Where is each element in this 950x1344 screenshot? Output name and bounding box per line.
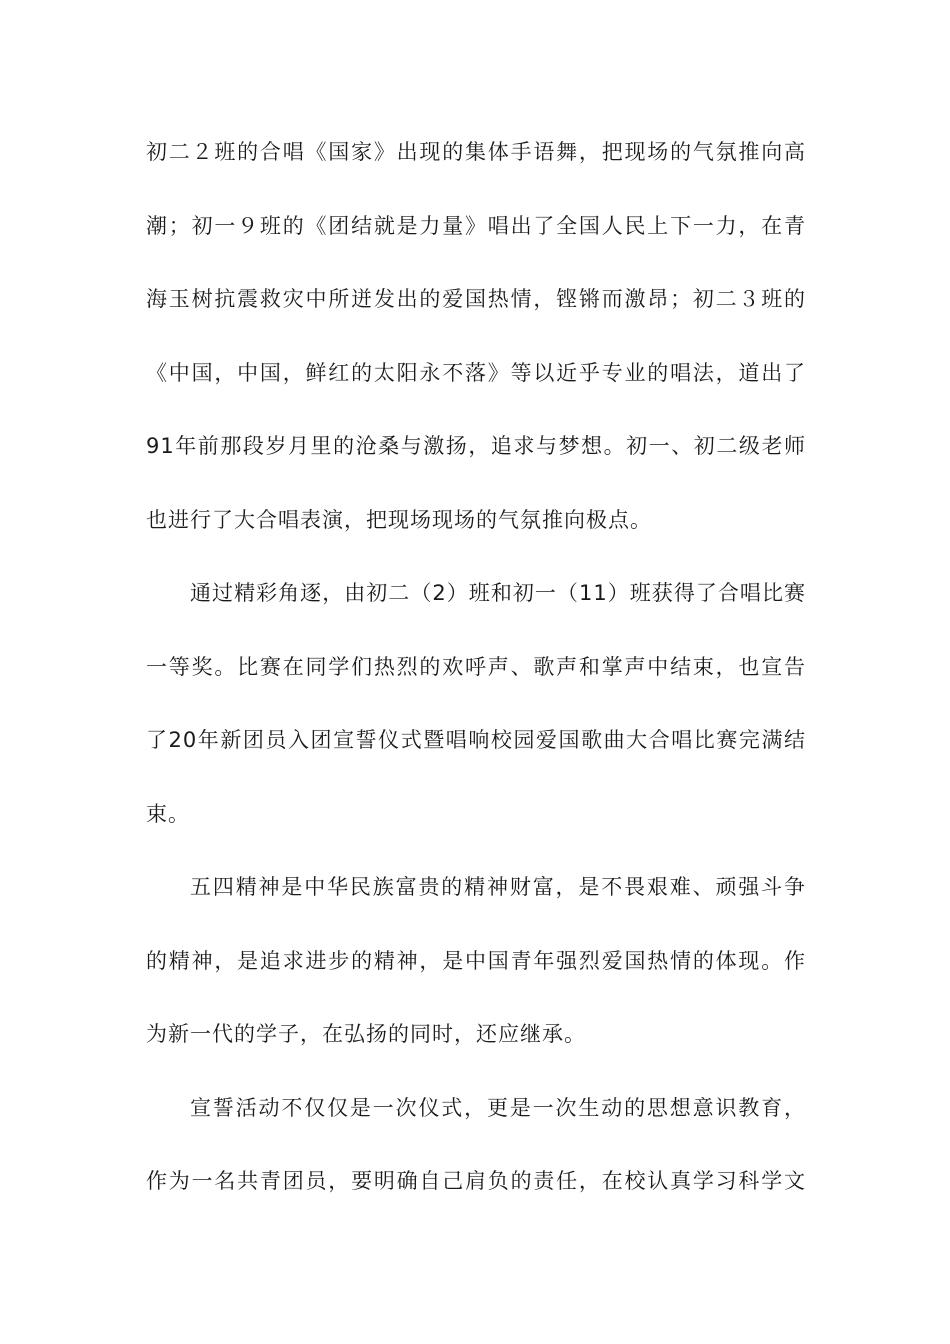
text-line: 通过精彩角逐，由初二（2）班和初一（11）班获得了合唱比赛 <box>190 581 806 605</box>
paragraph <box>146 130 806 571</box>
document-body <box>146 130 806 1233</box>
text-line: 作为一名共青团员，要明确自己肩负的责任，在校认真学习科学文 <box>146 1169 806 1193</box>
text-line: 为新一代的学子，在弘扬的同时，还应继承。 <box>146 1022 586 1046</box>
text-line: 潮；初一９班的《团结就是力量》唱出了全国人民上下一力，在青 <box>146 213 806 238</box>
text-line: 《中国，中国，鲜红的太阳永不落》等以近乎专业的唱法，道出了 <box>146 360 806 385</box>
paragraph <box>146 865 806 1086</box>
text-line: 初二２班的合唱《国家》出现的集体手语舞，把现场的气氛推向高 <box>146 140 806 164</box>
text-line: 也进行了大合唱表演，把现场现场的气氛推向极点。 <box>146 507 652 532</box>
paragraph <box>146 1086 806 1233</box>
text-line: 了20年新团员入团宣誓仪式暨唱响校园爱国歌曲大合唱比赛完满结 <box>146 728 806 752</box>
text-line: 的精神，是追求进步的精神，是中国青年强烈爱国热情的体现。作 <box>146 948 806 973</box>
text-line: 海玉树抗震救灾中所迸发出的爱国热情，铿锵而激昂；初二３班的 <box>146 287 806 311</box>
text-line: 五四精神是中华民族富贵的精神财富，是不畏艰难、顽强斗争 <box>190 875 806 899</box>
text-line: 91年前那段岁月里的沧桑与激扬，追求与梦想。初一、初二级老师 <box>146 434 806 458</box>
text-line: 一等奖。比赛在同学们热烈的欢呼声、歌声和掌声中结束，也宣告 <box>146 654 806 679</box>
text-line: 宣誓活动不仅仅是一次仪式，更是一次生动的思想意识教育， <box>190 1095 806 1120</box>
paragraph <box>146 571 806 865</box>
text-line: 束。 <box>146 801 190 826</box>
